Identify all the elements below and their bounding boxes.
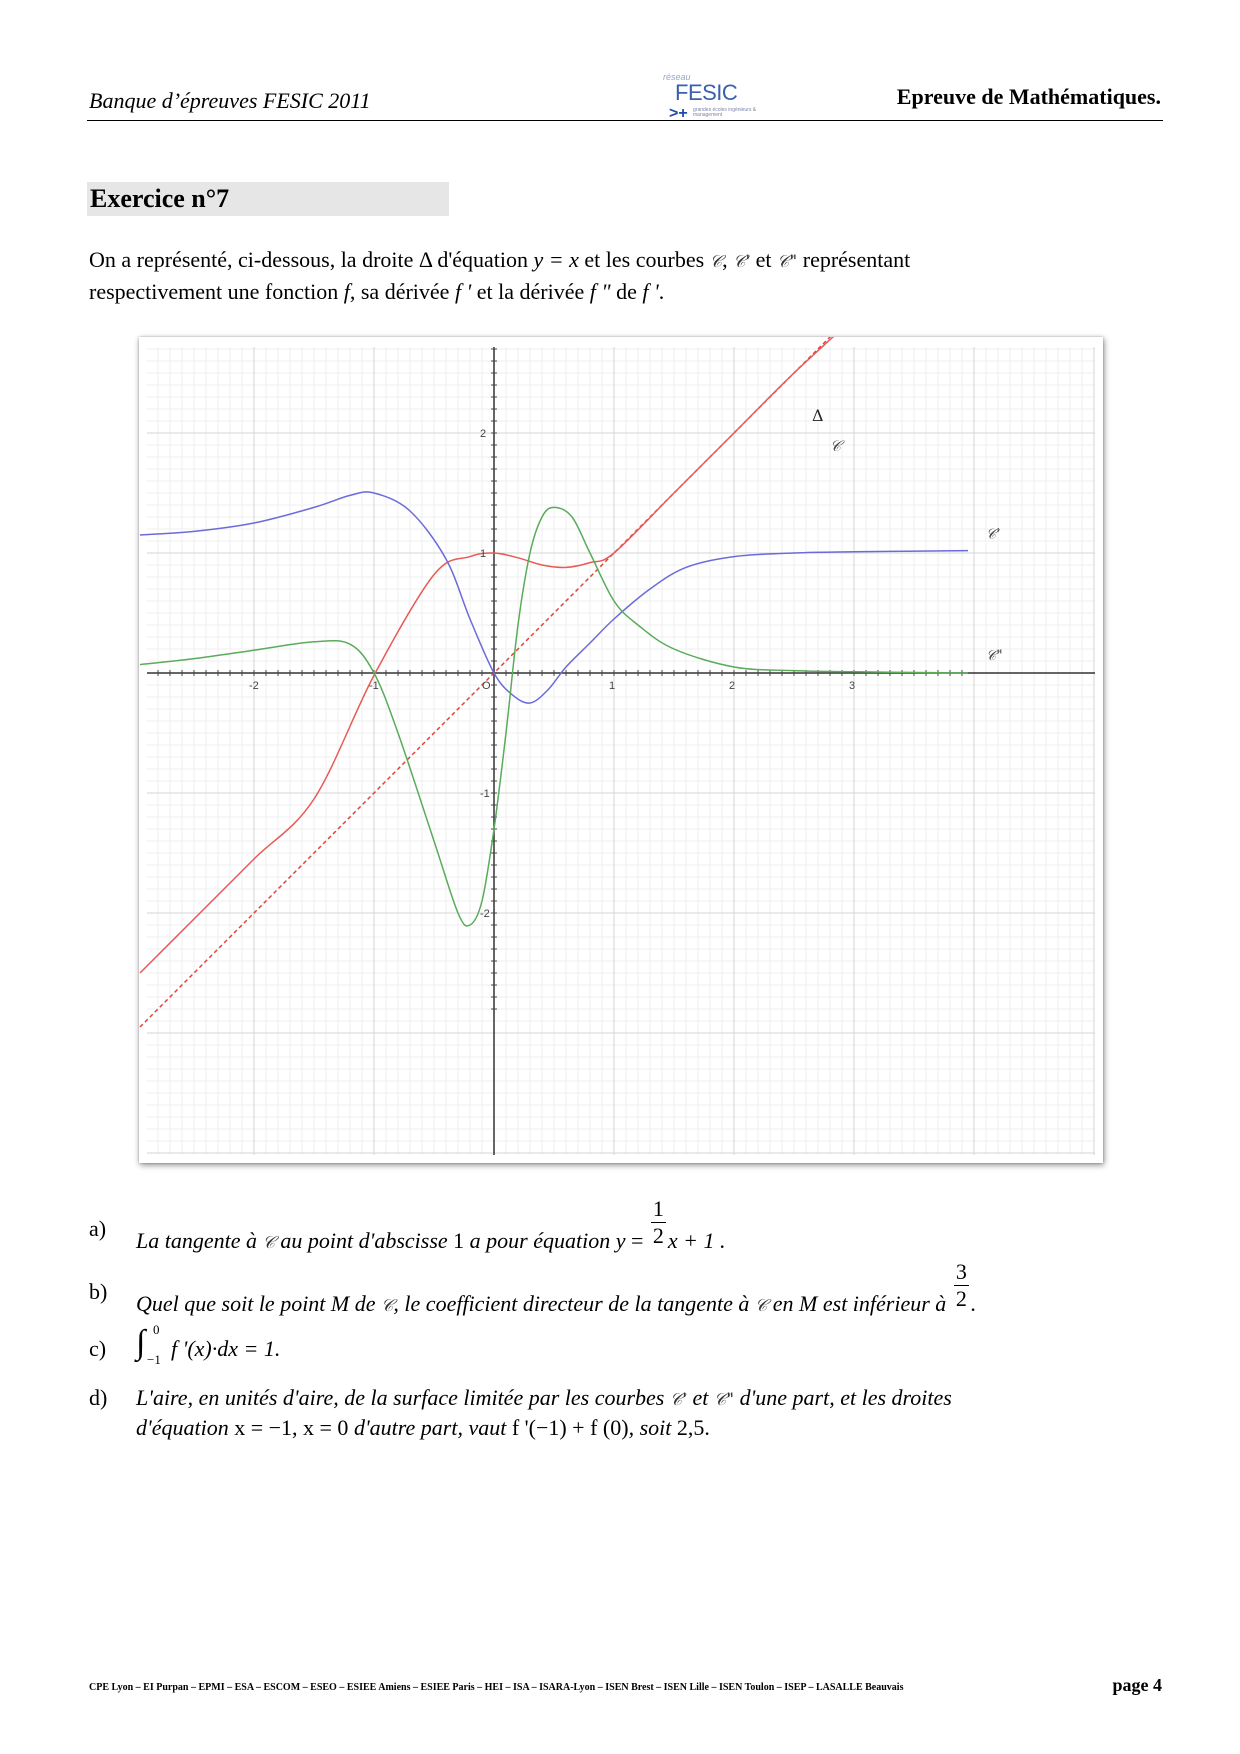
intro-curve-c-second: 𝒞": [777, 252, 798, 272]
intro-text-7: de: [610, 279, 643, 304]
intro-text-5: , sa dérivée: [349, 279, 455, 304]
intro-curve-c: 𝒞: [709, 252, 723, 272]
logo-tagline: grandes écoles ingénieurs & management: [693, 107, 757, 118]
qd-l1-t3: d'une part, et les droites: [734, 1385, 952, 1410]
qb-dot: .: [970, 1290, 977, 1316]
question-d-label: d): [89, 1385, 108, 1410]
integral-sign: ∫: [136, 1324, 146, 1361]
y-tick-label: 1: [480, 548, 487, 560]
exercise-title: Exercice n°7: [87, 182, 449, 216]
qa-t2: au point d'abscisse: [274, 1227, 454, 1253]
qd-l1-t2: et: [686, 1385, 714, 1410]
qd-l2-t3: d'autre part, vaut: [348, 1415, 512, 1440]
intro-sep: ,: [722, 247, 734, 272]
fesic-logo: [583, 72, 757, 122]
qa-t3: a pour équation: [464, 1227, 616, 1253]
logo-small-text: réseau: [663, 72, 691, 82]
qa-den: 2: [652, 1223, 664, 1248]
intro-equation: y = x: [533, 247, 579, 272]
intro-text-3: représentant: [797, 247, 911, 272]
question-d-line-1: [136, 1385, 952, 1411]
logo-main-text: FESIC: [675, 80, 738, 105]
header-left-title: Banque d’épreuves FESIC 2011: [89, 88, 371, 113]
question-c-label: c): [89, 1336, 107, 1361]
delta-label: Δ: [812, 406, 824, 425]
function-graph-frame: [139, 337, 1103, 1163]
intro-f: f: [343, 279, 350, 304]
x-tick-label: -2: [249, 680, 259, 692]
qb-curve-1: 𝒞: [381, 1295, 394, 1316]
qa-curve: 𝒞: [262, 1232, 275, 1253]
y-tick-label: -1: [480, 788, 490, 800]
integral-lower-limit: −1: [147, 1352, 161, 1367]
qb-t3: en M est inférieur à: [767, 1290, 952, 1316]
intro-fpp: f ": [589, 279, 611, 304]
y-tick-label: 2: [480, 428, 487, 440]
qa-fraction: [651, 1196, 666, 1249]
header-right-title: Epreuve de Mathématiques.: [896, 84, 1161, 109]
qa-num: 1: [652, 1196, 664, 1221]
qd-curve-2: 𝒞": [713, 1390, 735, 1410]
intro-text-8: .: [658, 279, 665, 304]
intro-curve-c-prime: 𝒞': [733, 252, 751, 272]
qd-l2-t6: 2,5.: [676, 1415, 710, 1440]
function-graph: [139, 337, 1103, 1163]
intro-text-1: On a représenté, ci-dessous, la droite Δ d'équation: [89, 247, 534, 272]
x-tick-label: -1: [369, 680, 379, 692]
curve-c-prime-label: 𝒞': [986, 526, 1001, 543]
intro-text-4: respectivement une fonction: [89, 279, 344, 304]
question-d-line-2: [136, 1415, 710, 1441]
curve-c-label: 𝒞: [830, 437, 841, 455]
question-c: [87, 1322, 1167, 1378]
qb-den: 2: [955, 1286, 967, 1311]
qb-curve-2: 𝒞: [754, 1295, 768, 1316]
question-a-label: a): [89, 1216, 107, 1241]
x-tick-label: 3: [849, 680, 856, 692]
footer-schools: CPE Lyon – EI Purpan – EPMI – ESA – ESCOM – ESEO – ESIEE Amiens – ESIEE Paris – HEI – ISA – ISARA-Lyon – ISEN Brest – ISEN Lille – ISEN Toulon – ISEP – LASALLE Beauvais: [89, 1682, 904, 1693]
y-tick-label: -2: [480, 908, 490, 920]
exercise-intro: [89, 245, 1169, 307]
qa-n1: 1: [453, 1227, 465, 1253]
question-b-text: [136, 1259, 977, 1316]
qb-fraction: [954, 1259, 969, 1312]
intro-fp2: f ': [642, 279, 659, 304]
page-number: page 4: [1112, 1675, 1162, 1695]
qd-l2-t2: x = −1, x = 0: [234, 1415, 349, 1440]
x-tick-label: 1: [609, 680, 616, 692]
qd-l2-t4: f '(−1) + f (0): [511, 1415, 629, 1440]
integral-upper-limit: 0: [153, 1322, 160, 1337]
intro-and: et: [750, 247, 778, 272]
question-b-label: b): [89, 1279, 108, 1304]
curve-c-second-label: 𝒞": [986, 647, 1003, 664]
qa-rest: x + 1 .: [667, 1227, 726, 1253]
qb-t1: Quel que soit le point M de: [136, 1290, 382, 1316]
qd-l1-t1: L'aire, en unités d'aire, de la surface limitée par les courbes: [136, 1385, 670, 1410]
qa-y: y: [615, 1227, 626, 1253]
logo-arrow-icon: >+: [669, 105, 688, 122]
question-a-text: [136, 1196, 726, 1253]
x-tick-label: O: [482, 680, 491, 692]
qa-eq: =: [625, 1227, 649, 1253]
curve-c: [140, 337, 866, 973]
qd-l2-t1: d'équation: [136, 1415, 235, 1440]
intro-text-2: et les courbes: [578, 247, 710, 272]
qa-t1: La tangente à: [136, 1227, 263, 1253]
intro-fp: f ': [454, 279, 472, 304]
qb-num: 3: [955, 1259, 967, 1284]
intro-text-6: et la dérivée: [471, 279, 590, 304]
page-header: [87, 60, 1163, 121]
qd-l2-t5: , soit: [628, 1415, 677, 1440]
x-tick-label: 2: [729, 680, 736, 692]
qd-curve-1: 𝒞': [669, 1390, 687, 1410]
qb-t2: , le coefficient directeur de la tangente à: [393, 1290, 755, 1316]
integral-body: f '(x)·dx = 1.: [171, 1336, 281, 1361]
